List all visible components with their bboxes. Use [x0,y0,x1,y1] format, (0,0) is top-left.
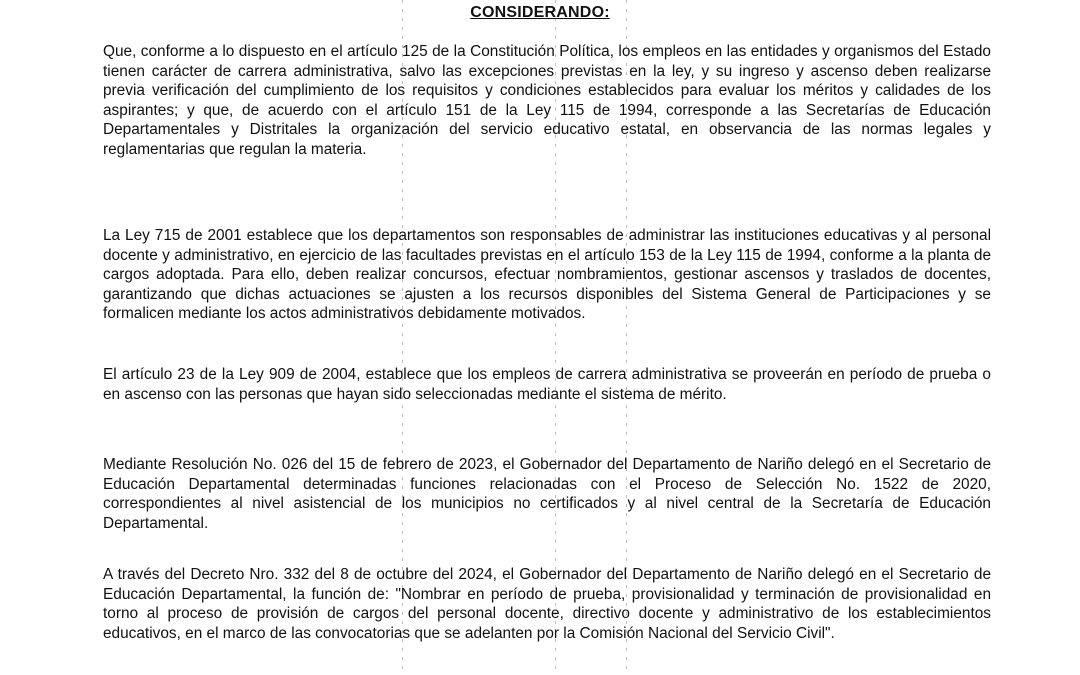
paragraph-decreto-332: A través del Decreto Nro. 332 del 8 de octubre del 2024, el Gobernador del Departamento de Nariño delegó en el Secretario de Educación Departamental, la función de: "Nombrar en período de prueba, provisionalidad y terminación de provisionalidad en torno al proceso de provisión de cargos del personal docente, directivo docente y administrativo de los establecimientos educativos, en el marco de las convocatorias que se adelanten por la Comisión Nacional del Servicio Civil". [103,566,991,642]
paragraph-constitucion: Que, conforme a lo dispuesto en el artículo 125 de la Constitución Política, los empleos en las entidades y organismos del Estado tienen carácter de carrera administrativa, salvo las excepciones previstas en la ley, y su ingreso y ascenso deben realizarse previa verificación del cumplimiento de los requisitos y condiciones establecidos para evaluar los méritos y calidades de los aspirantes; y que, de acuerdo con el artículo 151 de la Ley 115 de 1994, corresponde a las Secretarías de Educación Departamentales y Distritales la organización del servicio educativo estatal, en observancia de las normas legales y reglamentarias que regulan la materia. [103,43,991,158]
paragraph-ley-715: La Ley 715 de 2001 establece que los departamentos son responsables de administrar las instituciones educativas y al personal docente y administrativo, en ejercicio de las facultades previstas en el artículo 153 de la Ley 115 de 1994, conforme a la planta de cargos adoptada. Para ello, deben realizar concursos, efectuar nombramientos, gestionar ascensos y traslados de docentes, garantizando que dichas actuaciones se ajusten a los recursos disponibles del Sistema General de Participaciones y se formalicen mediante los actos administrativos debidamente motivados. [103,227,991,323]
paragraph-resolucion-026: Mediante Resolución No. 026 del 15 de febrero de 2023, el Gobernador del Departamento de Nariño delegó en el Secretario de Educación Departamental determinadas funciones relacionadas con el Proceso de Selección No. 1522 de 2020, correspondientes al nivel asistencial de los municipios no certificados y al nivel central de la Secretaría de Educación Departamental. [103,456,991,532]
section-heading: CONSIDERANDO: [470,4,610,21]
paragraph-ley-909: El artículo 23 de la Ley 909 de 2004, establece que los empleos de carrera administrativa se proveerán en período de prueba o en ascenso con las personas que hayan sido seleccionadas mediante el sistema de mérito. [103,366,991,403]
